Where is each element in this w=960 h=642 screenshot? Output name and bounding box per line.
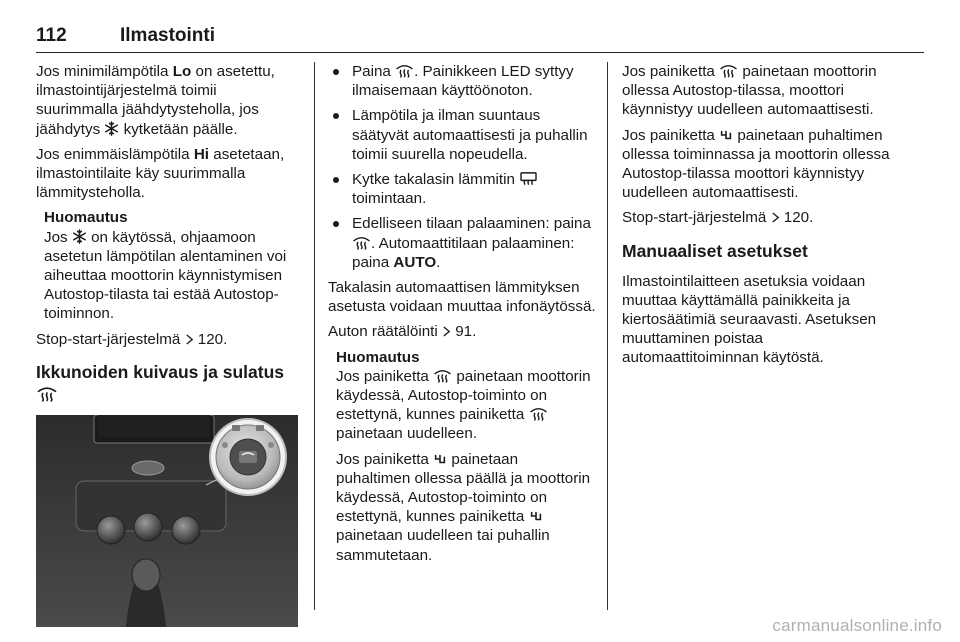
- note-block: [336, 348, 596, 565]
- page-reference-arrow-icon: [442, 325, 451, 338]
- fan-icon: [433, 452, 447, 466]
- snowflake-icon: [104, 121, 119, 136]
- windscreen-defrost-icon: [529, 406, 548, 421]
- column-middle: [328, 62, 596, 571]
- note-text: Jos painiketta painetaan puhaltimen ollessa päällä ja moottorin käydessä, Autostop-toiminto on estettynä, kunnes painiketta painetaan uudelleen tai puhallin sammutetaan.: [336, 450, 591, 564]
- page-number: 112: [36, 25, 67, 46]
- page-reference: Stop-start-järjestelmä 120.: [36, 330, 228, 348]
- column-right: [622, 62, 890, 374]
- page-reference-arrow-icon: [771, 211, 780, 224]
- section-heading-manual: Manuaaliset asetukset: [622, 240, 808, 261]
- dashboard-illustration: [36, 415, 298, 627]
- fan-icon: [529, 509, 543, 523]
- page-reference: Auton räätälöinti 91.: [328, 323, 477, 341]
- paragraph-manual-settings: Ilmastointilaitteen asetuksia voidaan muuttaa käyttämällä painikkeita ja kiertosäätimiä seuraavasti. Asetuksen muuttaminen poistaa automaattitoiminnan käytöstä.: [622, 272, 877, 367]
- paragraph-hi-setting: Jos enimmäislämpötila Hi asetetaan, ilmastointilaite käy suurimmalla lämmitysteholla.: [36, 145, 285, 202]
- section-heading-defrost: Ikkunoiden kuivaus ja sulatus: [36, 361, 302, 405]
- windscreen-defrost-icon: [36, 385, 58, 402]
- list-item: Kytke takalasin lämmitin toimintaan.: [328, 170, 596, 208]
- paragraph-lo-setting: Jos minimilämpötila Lo on asetettu, ilmastointijärjestelmä toimii suurimmalla jäähdytysteholla, jos jäähdytys kytketään päälle.: [36, 63, 275, 138]
- note-block: [44, 208, 302, 323]
- windscreen-defrost-icon: [433, 368, 452, 383]
- paragraph-rear-heater: Takalasin automaattisen lämmityksen asetusta voidaan muuttaa infonäytössä.: [328, 279, 596, 316]
- fan-icon: [719, 128, 733, 142]
- climate-control-photo: [36, 415, 298, 627]
- page-reference-arrow-icon: [185, 333, 194, 346]
- windscreen-defrost-icon: [352, 235, 371, 250]
- list-item: Lämpötila ja ilman suuntaus säätyvät automaattisesti ja puhallin toimii suurella nopeudella.: [328, 106, 596, 164]
- page-reference: Stop-start-järjestelmä 120.: [622, 209, 814, 227]
- note-text: Jos on käytössä, ohjaamoon asetetun lämpötilan alentaminen voi aiheuttaa moottorin käynnistymisen Autostop-tilasta tai estää Autostop-toiminnon.: [44, 228, 287, 323]
- column-divider: [314, 62, 315, 610]
- list-item: Paina . Painikkeen LED syttyy ilmaisemaan käyttöönoton.: [328, 62, 596, 100]
- list-item: Edelliseen tilaan palaaminen: paina . Automaattitilaan palaaminen: paina AUTO.: [328, 214, 596, 272]
- rear-window-heater-icon: [519, 171, 538, 186]
- column-divider: [607, 62, 608, 610]
- windscreen-defrost-icon: [719, 63, 738, 78]
- note-text: Jos painiketta painetaan moottorin käydessä, Autostop-toiminto on estettynä, kunnes painiketta painetaan uudelleen.: [336, 367, 591, 443]
- note-heading: Huomautus: [44, 209, 128, 227]
- snowflake-icon: [72, 229, 87, 244]
- column-left: [36, 62, 302, 627]
- watermark: carmanualsonline.info: [772, 616, 942, 635]
- paragraph-fan-restart: Jos painiketta painetaan puhaltimen ollessa toiminnassa ja moottorin ollessa Autostop-tilassa moottori käynnistyy uudelleen automaattisesti.: [622, 126, 890, 202]
- page-header: [36, 22, 924, 53]
- windscreen-defrost-icon: [395, 63, 414, 78]
- paragraph-autostop-restart: Jos painiketta painetaan moottorin ollessa Autostop-tilassa, moottori käynnistyy uudelleen automaattisesti.: [622, 63, 877, 119]
- page-title: Ilmastointi: [120, 25, 216, 46]
- note-heading: Huomautus: [336, 348, 420, 366]
- bullet-list: [328, 62, 596, 272]
